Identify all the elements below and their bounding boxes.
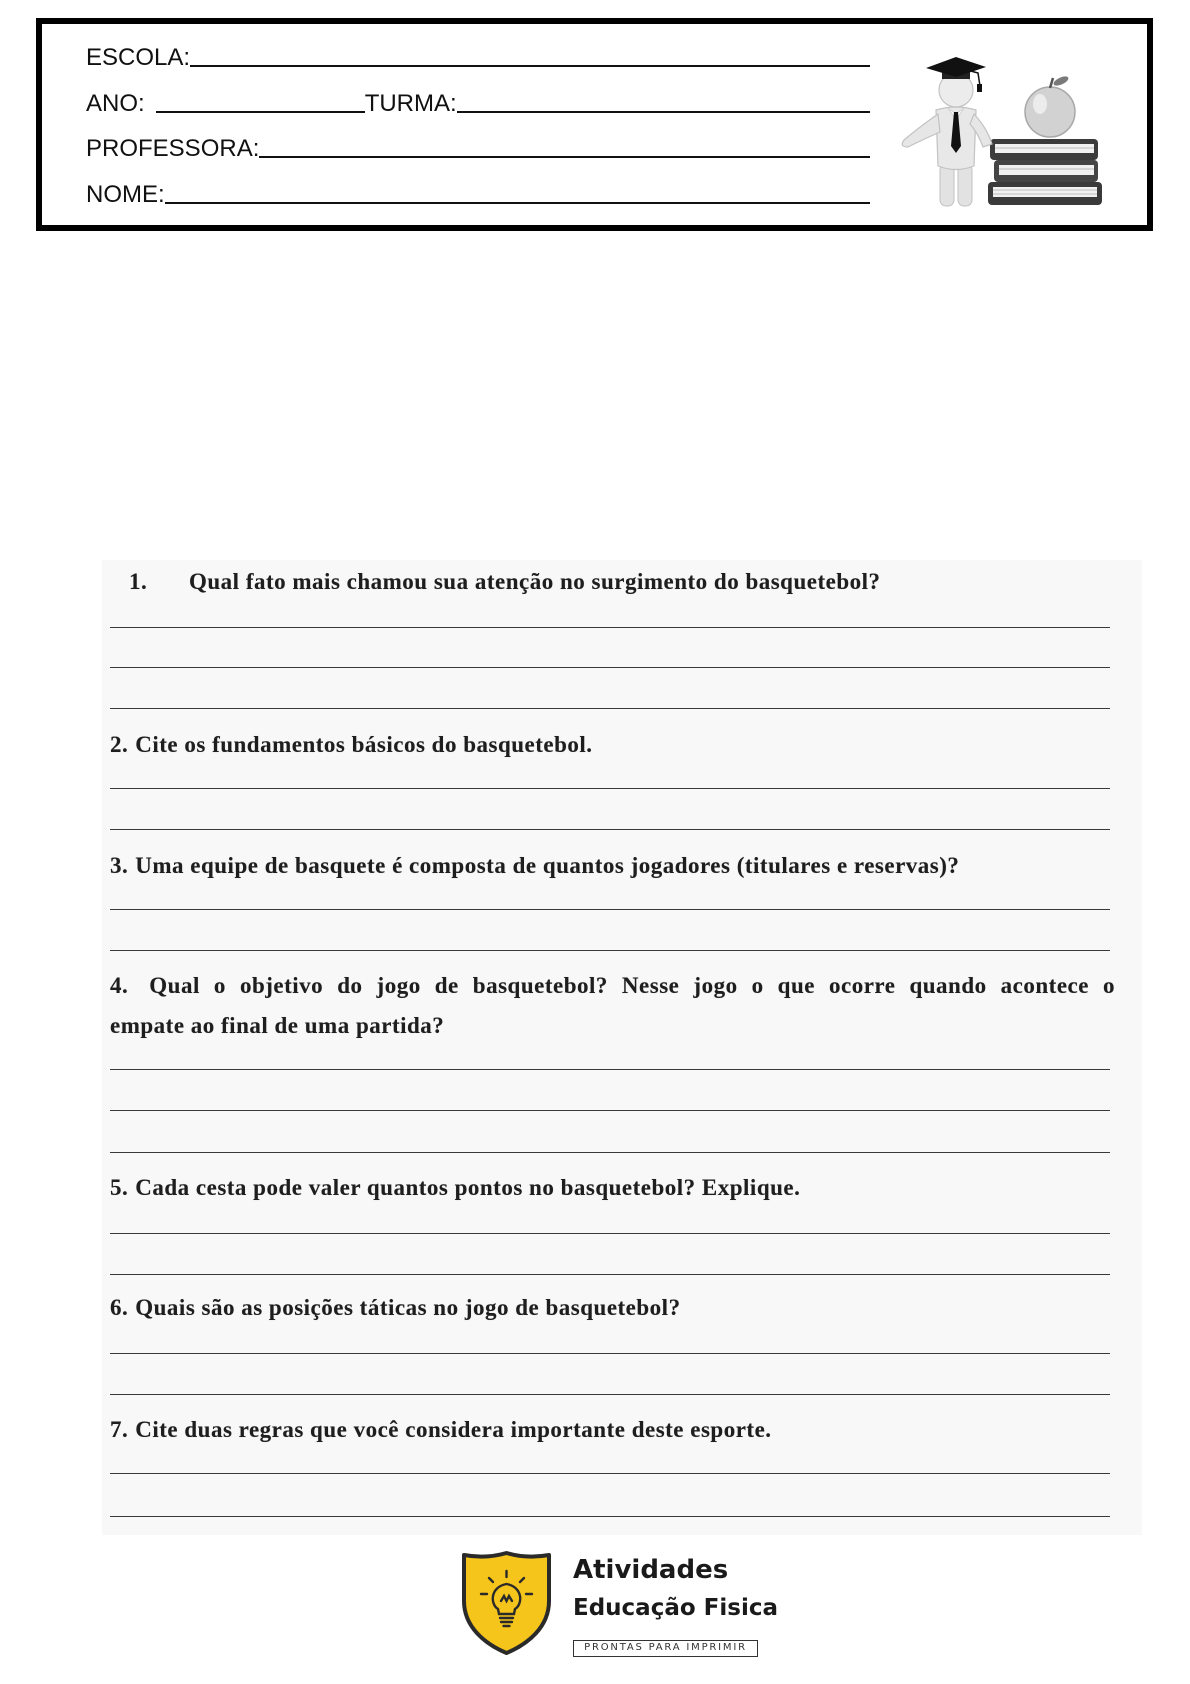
name-label: NOME:: [86, 181, 165, 208]
school-label: ESCOLA:: [86, 44, 191, 71]
graduate-with-books-and-apple-icon: [890, 48, 1104, 209]
question-1-number: 1.: [129, 569, 148, 594]
brand-tagline: PRONTAS PARA IMPRIMIR: [573, 1640, 758, 1657]
question-7: [110, 1416, 772, 1444]
question-7-text: Cite duas regras que você considera importante deste esporte.: [135, 1417, 772, 1442]
teacher-field: [86, 133, 870, 163]
year-class-field: [86, 88, 870, 118]
answer-line: [110, 1152, 1110, 1153]
question-1-text: Qual fato mais chamou sua atenção no surgimento do basquetebol?: [189, 569, 881, 594]
answer-line: [110, 627, 1110, 628]
answer-line: [110, 788, 1110, 789]
question-4-text-continued: empate ao final de uma partida?: [110, 1013, 445, 1038]
answer-line: [110, 708, 1110, 709]
answer-line: [110, 1394, 1110, 1395]
answer-line: [110, 1069, 1110, 1070]
answer-line: [110, 1274, 1110, 1275]
brand-subtitle: Educação Fisica: [573, 1595, 778, 1621]
name-blank-line: [165, 202, 870, 204]
answer-line: [110, 667, 1110, 668]
question-4: [110, 972, 1115, 1000]
question-6-number: 6.: [110, 1295, 129, 1320]
brand-shield-logo: [456, 1549, 557, 1656]
question-4-number: 4.: [110, 973, 129, 998]
book-stack-icon: [988, 139, 1102, 205]
class-label: TURMA:: [364, 90, 457, 117]
question-3: [110, 852, 959, 880]
question-5: [110, 1174, 800, 1202]
question-6-text: Quais são as posições táticas no jogo de basquetebol?: [135, 1295, 681, 1320]
teacher-label: PROFESSORA:: [86, 135, 260, 162]
school-field: [86, 42, 870, 72]
year-label: ANO:: [86, 90, 145, 117]
answer-line: [110, 950, 1110, 951]
answer-line: [110, 1473, 1110, 1474]
class-blank-line: [457, 111, 870, 113]
answer-line: [110, 1110, 1110, 1111]
school-blank-line: [190, 65, 870, 67]
question-7-number: 7.: [110, 1417, 129, 1442]
question-2: [110, 731, 593, 759]
question-2-number: 2.: [110, 732, 129, 757]
question-2-text: Cite os fundamentos básicos do basquetebol.: [135, 732, 593, 757]
brand-title: Atividades: [573, 1555, 729, 1585]
header-box: [36, 18, 1153, 231]
scanned-questions-area: [102, 560, 1142, 1535]
answer-line: [110, 1516, 1110, 1517]
teacher-blank-line: [259, 156, 870, 158]
graduate-figure-icon: [902, 73, 992, 206]
answer-line: [110, 909, 1110, 910]
question-3-text: Uma equipe de basquete é composta de quantos jogadores (titulares e reservas)?: [135, 853, 960, 878]
year-blank-line: [156, 111, 365, 113]
answer-line: [110, 1233, 1110, 1234]
answer-line: [110, 829, 1110, 830]
apple-icon: [1025, 74, 1075, 137]
name-field: [86, 179, 870, 209]
question-6: [110, 1294, 681, 1322]
answer-line: [110, 1353, 1110, 1354]
question-4-text: Qual o objetivo do jogo de basquetebol? Nesse jogo o que ocorre quando acontece o: [149, 973, 1116, 998]
question-3-number: 3.: [110, 853, 129, 878]
question-5-text: Cada cesta pode valer quantos pontos no basquetebol? Explique.: [135, 1175, 801, 1200]
question-5-number: 5.: [110, 1175, 129, 1200]
